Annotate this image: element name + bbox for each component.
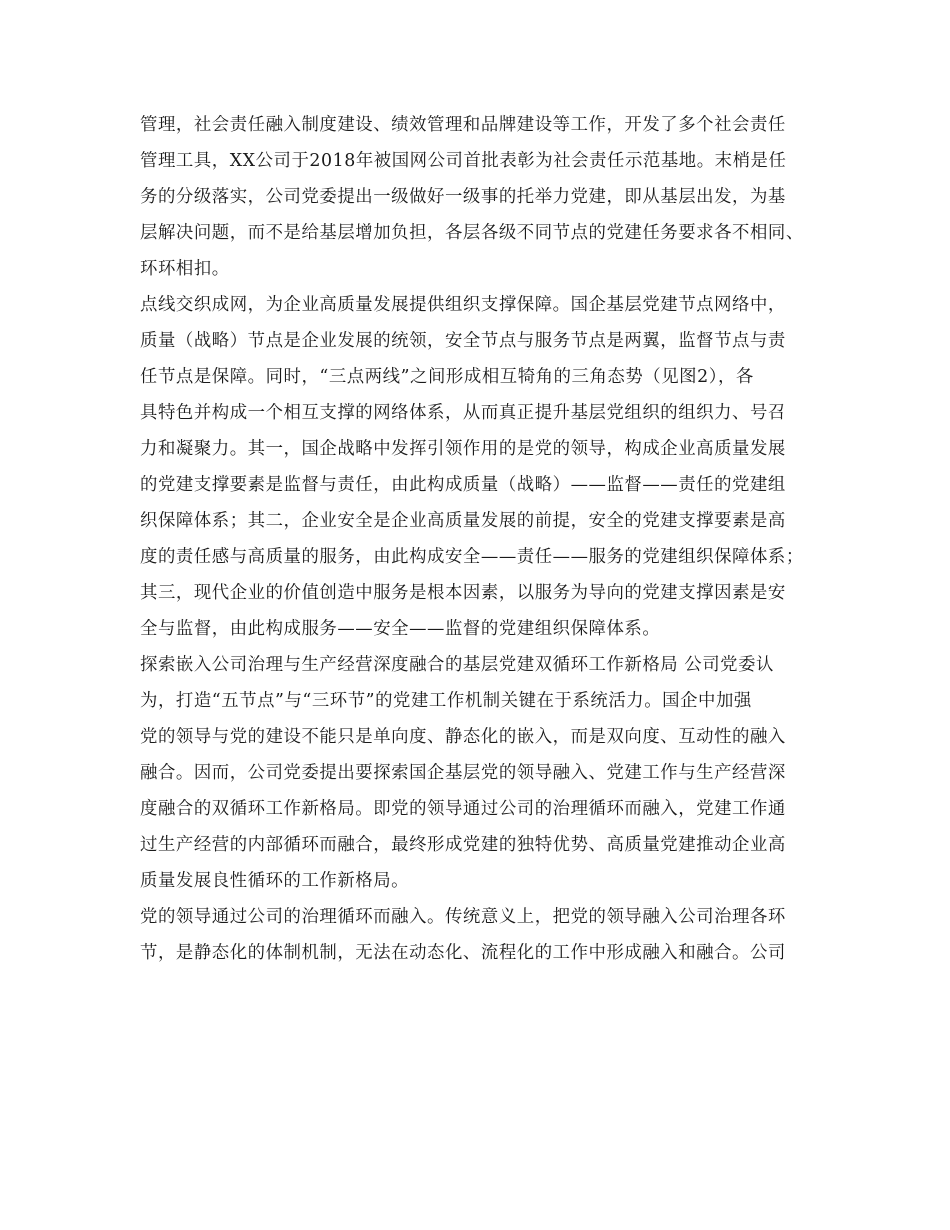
text-line: 点线交织成网，为企业高质量发展提供组织支撑保障。国企基层党建节点网络中， — [140, 295, 786, 315]
text-line: 务的分级落实，公司党委提出一级做好一级事的托举力党建，即从基层出发，为基 — [140, 187, 786, 207]
text-line: 度的责任感与高质量的服务，由此构成安全——责任——服务的党建组织保障体系； — [140, 547, 804, 567]
text-line: 全与监督，由此构成服务——安全——监督的党建组织保障体系。 — [140, 619, 661, 639]
text-line: 融合。因而，公司党委提出要探索国企基层党的领导融入、党建工作与生产经营深 — [140, 763, 786, 783]
text-line: 为，打造“五节点”与“三环节”的党建工作机制关键在于系统活力。国企中加强 — [140, 691, 752, 711]
text-line: 节，是静态化的体制机制，无法在动态化、流程化的工作中形成融入和融合。公司 — [140, 943, 786, 963]
text-line: 党的领导通过公司的治理循环而融入。传统意义上，把党的领导融入公司治理各环 — [140, 907, 786, 927]
text-line: 质量发展良性循环的工作新格局。 — [140, 871, 410, 891]
text-line: 探索嵌入公司治理与生产经营深度融合的基层党建双循环工作新格局 公司党委认 — [140, 655, 775, 675]
text-line: 管理工具，XX公司于2018年被国网公司首批表彰为社会责任示范基地。末梢是任 — [140, 151, 787, 171]
text-line: 环环相扣。 — [140, 259, 230, 279]
text-line: 度融合的双循环工作新格局。即党的领导通过公司的治理循环而融入，党建工作通 — [140, 799, 786, 819]
text-line: 党的领导与党的建设不能只是单向度、静态化的嵌入，而是双向度、互动性的融入 — [140, 727, 786, 747]
text-line: 力和凝聚力。其一，国企战略中发挥引领作用的是党的领导，构成企业高质量发展 — [140, 439, 786, 459]
text-line: 的党建支撑要素是监督与责任，由此构成质量（战略）——监督——责任的党建组 — [140, 475, 786, 495]
text-line: 织保障体系；其二，企业安全是企业高质量发展的前提，安全的党建支撑要素是高 — [140, 511, 786, 531]
text-line: 质量（战略）节点是企业发展的统领，安全节点与服务节点是两翼，监督节点与责 — [140, 331, 786, 351]
text-line: 过生产经营的内部循环而融合，最终形成党建的独特优势、高质量党建推动企业高 — [140, 835, 786, 855]
text-line: 具特色并构成一个相互支撑的网络体系，从而真正提升基层党组织的组织力、号召 — [140, 403, 786, 423]
text-line: 管理，社会责任融入制度建设、绩效管理和品牌建设等工作，开发了多个社会责任 — [140, 115, 786, 135]
text-line: 其三，现代企业的价值创造中服务是根本因素，以服务为导向的党建支撑因素是安 — [140, 583, 786, 603]
text-line: 任节点是保障。同时，“三点两线”之间形成相互犄角的三角态势（见图2），各 — [140, 367, 754, 387]
text-line: 层解决问题，而不是给基层增加负担，各层各级不同节点的党建任务要求各不相同、 — [140, 223, 804, 243]
